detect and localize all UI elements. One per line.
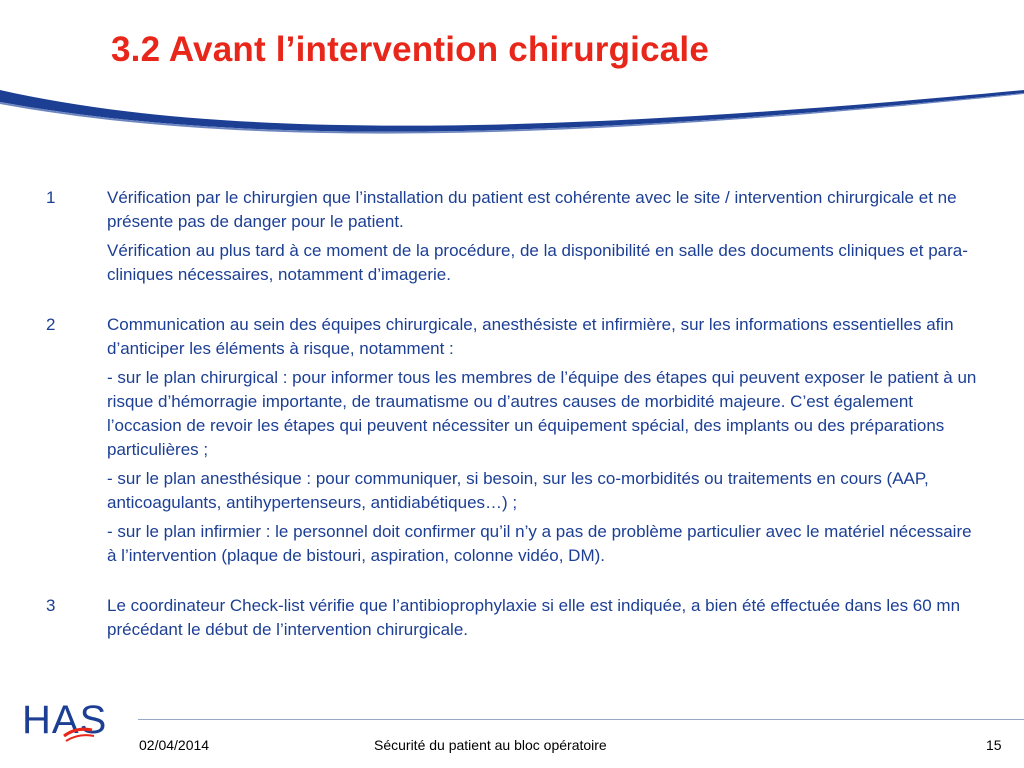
list-item	[0, 594, 1024, 642]
item-paragraph: - sur le plan chirurgical : pour informer tous les membres de l’équipe des étapes qui peuvent exposer le patient à un risque d’hémorragie importante, de traumatisme ou d’autres causes de morbidité majeure. C’est également l’occasion de revoir les étapes qui peuvent nécessiter un équipement spécial, des implants ou des préparations particulières ;	[107, 368, 977, 459]
list-item	[0, 186, 1024, 287]
header-swoosh	[0, 80, 1024, 140]
item-paragraph: - sur le plan anesthésique : pour communiquer, si besoin, sur les co-morbidités ou traitements en cours (AAP, anticoagulants, antihypertenseurs, antidiabétiques…) ;	[107, 469, 929, 512]
list-item	[0, 313, 1024, 568]
slide-title: 3.2 Avant l’intervention chirurgicale	[111, 30, 710, 69]
item-number: 2	[46, 315, 56, 334]
item-number: 1	[46, 188, 56, 207]
footer-title: Sécurité du patient au bloc opératoire	[374, 737, 607, 753]
page-number: 15	[986, 737, 1002, 753]
has-logo-accent	[20, 700, 116, 750]
item-paragraph: Le coordinateur Check-list vérifie que l’antibioprophylaxie si elle est indiquée, a bien été effectuée dans les 60 mn précédant le début de l’intervention chirurgicale.	[107, 596, 961, 639]
item-paragraph: Vérification au plus tard à ce moment de la procédure, de la disponibilité en salle des documents cliniques et para-cliniques nécessaires, notamment d’imagerie.	[107, 241, 968, 284]
has-logo: HAS	[22, 698, 108, 742]
footer-date: 02/04/2014	[139, 737, 210, 753]
footer-divider	[138, 719, 1024, 720]
item-paragraph: Vérification par le chirurgien que l’installation du patient est cohérente avec le site / intervention chirurgicale et ne présente pas de danger pour le patient.	[107, 188, 957, 231]
item-paragraph: Communication au sein des équipes chirurgicale, anesthésiste et infirmière, sur les informations essentielles afin d’anticiper les éléments à risque, notamment :	[107, 315, 954, 358]
slide-content	[0, 186, 1024, 647]
item-paragraph: - sur le plan infirmier : le personnel doit confirmer qu’il n’y a pas de problème particulier avec le matériel nécessaire à l’intervention (plaque de bistouri, aspiration, colonne vidéo, DM).	[107, 522, 972, 565]
item-number: 3	[46, 596, 56, 615]
